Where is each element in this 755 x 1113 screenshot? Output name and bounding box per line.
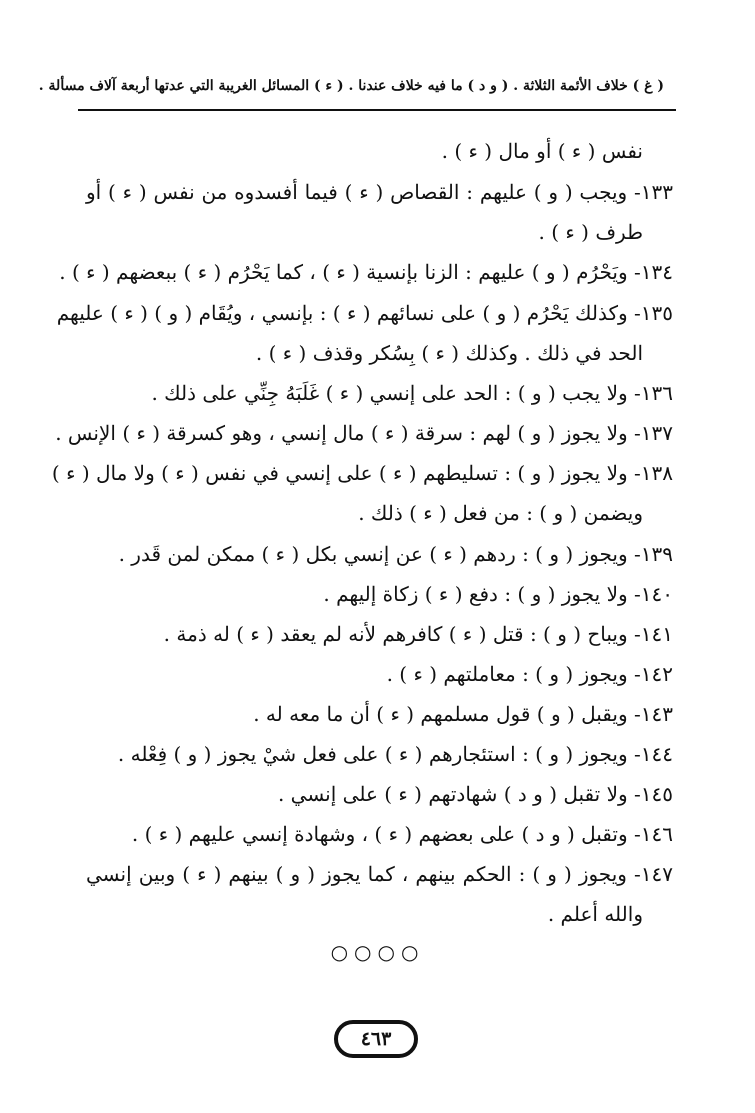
text-line: طرف ( ء ) .	[538, 220, 643, 244]
text-line: ١٣٥- وكذلك يَحْرُم ( و ) على نسائهم ( ء ) : بإنسي ، ويُقَام ( و ) ( ء ) عليهم	[56, 301, 673, 325]
text-line: ١٤٣- ويقبل ( و ) قول مسلمهم ( ء ) أن ما معه له .	[253, 702, 673, 726]
page-header: ( غ ) خلاف الأئمة الثلاثة . ( و د ) ما فيه خلاف عندنا . ( ء ) المسائل الغريبة التي عدتها أربعة آلاف مسألة .	[38, 78, 664, 94]
text-line: والله أعلم .	[547, 902, 643, 926]
text-line: ١٤٧- ويجوز ( و ) : الحكم بينهم ، كما يجوز ( و ) بينهم ( ء ) وبين إنسي	[86, 862, 673, 886]
end-ornament: ○○○○	[330, 940, 425, 964]
text-line: ١٤٤- ويجوز ( و ) : استئجارهم ( ء ) على فعل شيْ يجوز ( و ) فِعْله .	[117, 742, 673, 766]
text-line: ويضمن ( و ) : من فعل ( ء ) ذلك .	[358, 501, 643, 525]
text-line: ١٤١- ويباح ( و ) : قتل ( ء ) كافرهم لأنه لم يعقد ( ء ) له ذمة .	[163, 622, 673, 646]
text-line: نفس ( ء ) أو مال ( ء ) .	[441, 139, 643, 163]
text-line: ١٣٩- ويجوز ( و ) : ردهم ( ء ) عن إنسي بكل ( ء ) ممكن لمن قَدر .	[118, 542, 673, 566]
text-line: ١٤٠- ولا يجوز ( و ) : دفع ( ء ) زكاة إليهم .	[323, 582, 673, 606]
text-line: ١٣٣- ويجب ( و ) عليهم : القصاص ( ء ) فيما أفسدوه من نفس ( ء ) أو	[86, 180, 673, 204]
header-rule	[78, 109, 676, 111]
text-line: ١٤٢- ويجوز ( و ) : معاملتهم ( ء ) .	[386, 662, 673, 686]
text-line: ١٣٨- ولا يجوز ( و ) : تسليطهم ( ء ) على إنسي في نفس ( ء ) ولا مال ( ء )	[51, 461, 673, 485]
page-number: ٤٦٣	[334, 1020, 418, 1058]
text-line: ١٣٧- ولا يجوز ( و ) لهم : سرقة ( ء ) مال إنسي ، وهو كسرقة ( ء ) الإنس .	[55, 421, 673, 445]
text-line: الحد في ذلك . وكذلك ( ء ) بِسُكر وقذف ( ء ) .	[255, 341, 643, 365]
text-line: ١٣٦- ولا يجب ( و ) : الحد على إنسي ( ء ) غَلَبَهُ جِنِّي على ذلك .	[151, 381, 673, 405]
text-line: ١٤٦- وتقبل ( و د ) على بعضهم ( ء ) ، وشهادة إنسي عليهم ( ء ) .	[131, 822, 673, 846]
text-line: ١٤٥- ولا تقبل ( و د ) شهادتهم ( ء ) على إنسي .	[277, 782, 673, 806]
text-line: ١٣٤- ويَحْرُم ( و ) عليهم : الزنا بإنسية ( ء ) ، كما يَحْرُم ( ء ) ببعضهم ( ء ) .	[59, 260, 673, 284]
